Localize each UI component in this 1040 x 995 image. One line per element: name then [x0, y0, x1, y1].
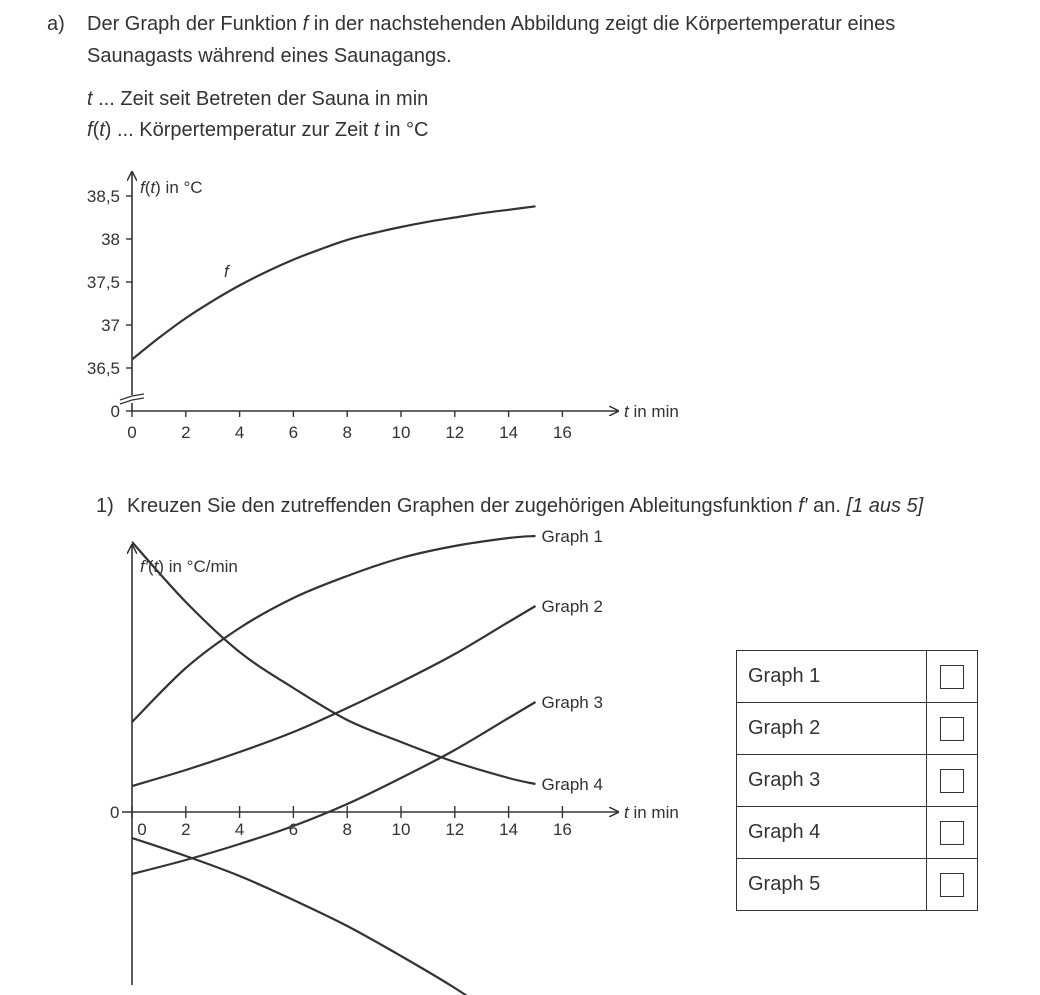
- answer-checkbox[interactable]: [940, 717, 964, 741]
- series-group: [132, 530, 603, 995]
- y-tick-label-0: 0: [110, 803, 120, 822]
- answer-checkbox[interactable]: [940, 769, 964, 793]
- answer-label: Graph 1: [737, 651, 927, 703]
- series-line-graph-2: [132, 606, 536, 786]
- derivative-chart: [0, 530, 720, 995]
- definition-f: f(t) ... Körpertemperatur zur Zeit t in °C: [87, 119, 429, 141]
- x-tick-label: 12: [445, 820, 465, 839]
- answer-label: Graph 2: [737, 703, 927, 755]
- y-tick-label: 38,5: [86, 187, 120, 206]
- intro-line-1: Der Graph der Funktion f in der nachstehenden Abbildung zeigt die Körpertemperatur eines: [87, 13, 896, 35]
- answer-label: Graph 4: [737, 807, 927, 859]
- x-tick-label: 4: [234, 423, 245, 442]
- y-tick-label: 37: [101, 316, 120, 335]
- answer-cell: [927, 807, 978, 859]
- answer-row: [737, 755, 978, 807]
- x-tick-label: 6: [288, 820, 299, 839]
- answer-table-body: [737, 651, 978, 911]
- answer-table: [736, 650, 978, 911]
- y-axis-label: f(t) in °C: [140, 178, 203, 197]
- answer-row: [737, 859, 978, 911]
- answer-checkbox[interactable]: [940, 821, 964, 845]
- x-tick-label: 0: [127, 423, 137, 442]
- temperature-chart: [0, 0, 1040, 460]
- series-label-graph-2: Graph 2: [541, 597, 603, 616]
- intro-line-2: Saunagasts während eines Saunagangs.: [87, 45, 452, 67]
- series-label-graph-3: Graph 3: [541, 693, 603, 712]
- series-label-graph-4: Graph 4: [541, 775, 603, 794]
- y-tick-label: 0: [110, 402, 120, 421]
- x-tick-label: 10: [391, 423, 411, 442]
- answer-cell: [927, 755, 978, 807]
- answer-checkbox[interactable]: [940, 873, 964, 897]
- x-tick-label: 16: [552, 423, 572, 442]
- y-axis-label: f′(t) in °C/min: [140, 557, 238, 576]
- x-tick-label: 2: [181, 423, 191, 442]
- x-axis-label: t in min: [624, 803, 679, 822]
- series-label-f: f: [224, 262, 229, 281]
- x-tick-label: 0: [137, 820, 147, 839]
- y-tick-group: [87, 187, 132, 421]
- x-tick-label: 4: [234, 820, 245, 839]
- answer-label: Graph 5: [737, 859, 927, 911]
- answer-row: [737, 703, 978, 755]
- x-tick-label: 14: [499, 820, 519, 839]
- question-number: 1): [96, 495, 114, 517]
- y-tick-label: 37,5: [86, 273, 120, 292]
- answer-cell: [927, 703, 978, 755]
- x-tick-label: 6: [288, 423, 299, 442]
- x-tick-label: 2: [181, 820, 191, 839]
- x-tick-group: [132, 806, 572, 839]
- x-tick-label: 8: [342, 820, 352, 839]
- series-line-graph-3: [132, 702, 536, 874]
- series-line-f: [132, 206, 536, 359]
- x-tick-label: 12: [445, 423, 465, 442]
- axis-break-icon: [120, 394, 144, 404]
- answer-cell: [927, 651, 978, 703]
- x-tick-group: [127, 411, 572, 442]
- answer-row: [737, 651, 978, 703]
- question-text: Kreuzen Sie den zutreffenden Graphen der zugehörigen Ableitungsfunktion f′ an. [1 aus 5]: [127, 495, 924, 517]
- x-axis-label: t in min: [624, 402, 679, 421]
- series-label-graph-1: Graph 1: [541, 530, 603, 546]
- x-tick-label: 10: [391, 820, 411, 839]
- answer-label: Graph 3: [737, 755, 927, 807]
- series-line-graph-5: [132, 838, 536, 995]
- answer-row: [737, 807, 978, 859]
- x-tick-label: 8: [342, 423, 352, 442]
- x-tick-label: 16: [552, 820, 572, 839]
- answer-checkbox[interactable]: [940, 665, 964, 689]
- task-label: a): [47, 13, 65, 35]
- answer-cell: [927, 859, 978, 911]
- y-tick-label: 36,5: [86, 359, 120, 378]
- y-tick-label: 38: [101, 230, 120, 249]
- definition-t: t ... Zeit seit Betreten der Sauna in min: [87, 88, 429, 110]
- x-tick-label: 14: [499, 423, 519, 442]
